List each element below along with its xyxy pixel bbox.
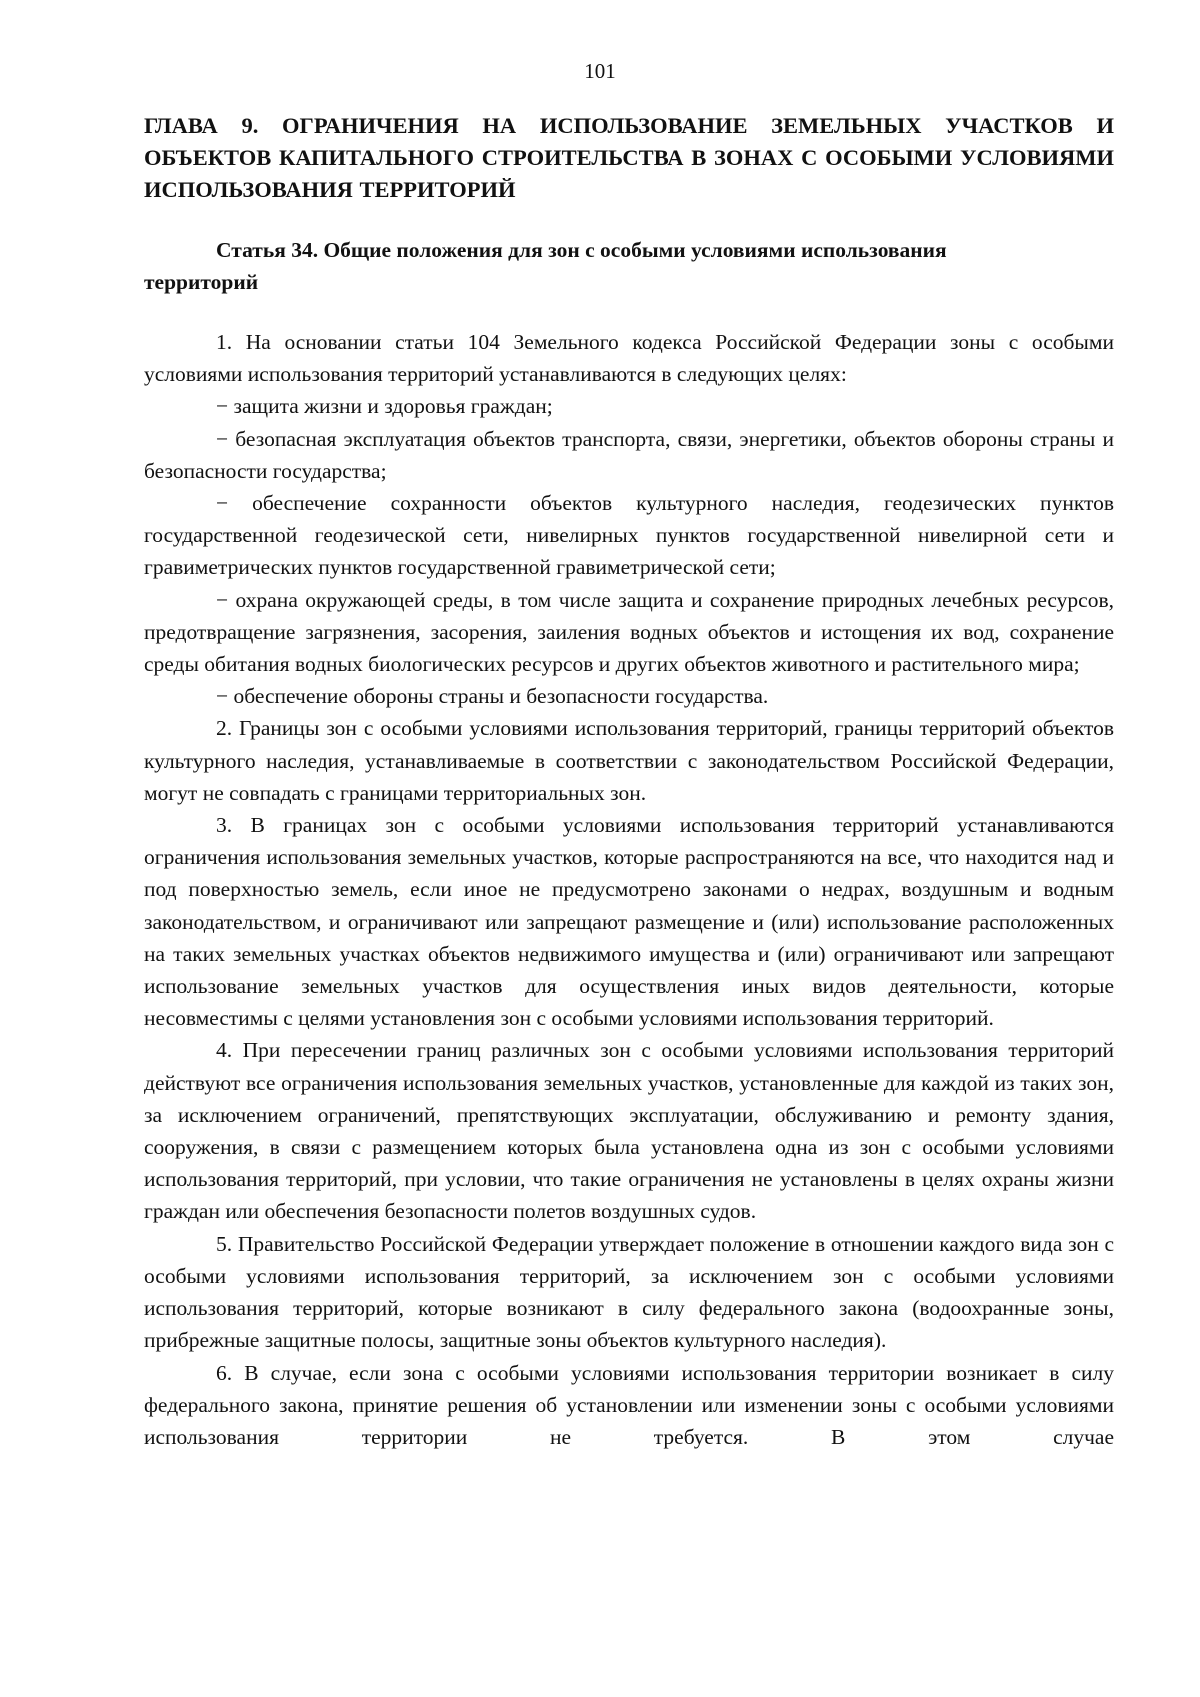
article-body (144, 326, 1114, 1453)
page-number: 101 (584, 59, 616, 83)
article-title (144, 234, 1114, 298)
list-item-3: − обеспечение сохранности объектов культурного наследия, геодезических пунктов государственной геодезической сети, нивелирных пунктов государственной нивелирной сети и гравиметрических пунктов государственной гравиметрической сети; (144, 491, 1114, 580)
list-item-4: − охрана окружающей среды, в том числе защита и сохранение природных лечебных ресурсов, предотвращение загрязнения, засорения, заиления водных объектов и истощения их вод, сохранение среды обитания водных биологических ресурсов и других объектов животного и растительного мира; (144, 587, 1114, 677)
list-item-5: − обеспечение обороны страны и безопасности государства. (216, 684, 769, 709)
article-title-line-2: территорий (144, 270, 259, 294)
article-title-line-1: Статья 34. Общие положения для зон с особыми условиями использования (216, 238, 947, 262)
paragraph-4: 4. При пересечении границ различных зон с особыми условиями использования территорий действуют все ограничения использования земельных участков, установленные для каждой из таких зон, за исключением ограничений, препятствующих эксплуатации, обслуживанию и ремонту здания, сооружения, в связи с размещением которых была установлена одна из зон с особыми условиями использования территорий, при условии, что такие ограничения не установлены в целях охраны жизни граждан или обеспечения безопасности полетов воздушных судов. (144, 1038, 1114, 1224)
paragraph-1: 1. На основании статьи 104 Земельного кодекса Российской Федерации зоны с особыми условиями использования территорий устанавливаются в следующих целях: (144, 330, 1114, 387)
list-item-2: − безопасная эксплуатация объектов транспорта, связи, энергетики, объектов обороны страны и безопасности государства; (144, 426, 1114, 483)
paragraph-6: 6. В случае, если зона с особыми условиями использования территории возникает в силу федерального закона, принятие решения об установлении или изменении зоны с особыми условиями использования территории не требуется. В этом случае (144, 1360, 1114, 1449)
chapter-title: ГЛАВА 9. ОГРАНИЧЕНИЯ НА ИСПОЛЬЗОВАНИЕ ЗЕМЕЛЬНЫХ УЧАСТКОВ И ОБЪЕКТОВ КАПИТАЛЬНОГО СТРОИТЕЛЬСТВА В ЗОНАХ С ОСОБЫМИ УСЛОВИЯМИ ИСПОЛЬЗОВАНИЯ ТЕРРИТОРИЙ (144, 113, 1114, 202)
page-content (144, 110, 1114, 1453)
paragraph-5: 5. Правительство Российской Федерации утверждает положение в отношении каждого вида зон с особыми условиями использования территорий, за исключением зон с особыми условиями использования территорий, которые возникают в силу федерального закона (водоохранные зоны, прибрежные защитные полосы, защитные зоны объектов культурного наследия). (144, 1231, 1114, 1353)
list-item-1: − защита жизни и здоровья граждан; (216, 394, 553, 419)
paragraph-3: 3. В границах зон с особыми условиями использования территорий устанавливаются ограничения использования земельных участков, которые распространяются на все, что находится над и под поверхностью земель, если иное не предусмотрено законами о недрах, воздушным и водным законодательством, и ограничивают или запрещают размещение и (или) использование расположенных на таких земельных участках объектов недвижимого имущества и (или) ограничивают или запрещают использование земельных участков для осуществления иных видов деятельности, которые несовместимы с целями установления зон с особыми условиями использования территорий. (144, 813, 1114, 1031)
paragraph-2: 2. Границы зон с особыми условиями использования территорий, границы территорий объектов культурного наследия, устанавливаемые в соответствии с законодательством Российской Федерации, могут не совпадать с границами территориальных зон. (144, 716, 1114, 805)
